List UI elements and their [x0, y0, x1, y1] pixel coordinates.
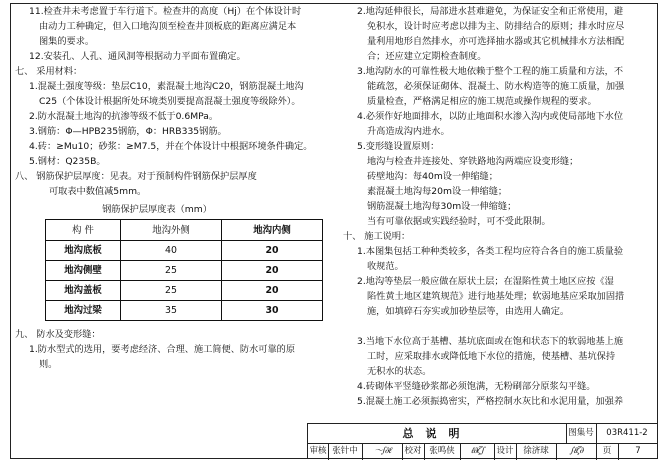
outer-side-cell: 35 — [121, 301, 222, 321]
text-line: 4.砖砌体平竖缝砂浆都必须饱满，无粉刷部分原浆勾平缝。 — [357, 381, 596, 392]
table-row — [46, 301, 323, 321]
text-line: 1.防水型式的选用，要考虑经济、合理、施工简便、防水可靠的原 — [29, 344, 296, 355]
review-label: 审核 — [308, 443, 329, 460]
design-label: 设计 — [494, 443, 517, 460]
cover-thickness-table — [45, 219, 323, 321]
text-line: 八、 钢筋保护层厚度：见表。对于预制构件钢筋保护层厚度 — [15, 171, 257, 182]
text-line: 4.必须作好地面排水，以防止地面积水渗入沟内或使局部地下水位 — [357, 111, 624, 122]
text-line: 2.地沟等垫层一般应做在原状土层；在湿陷性黄土地区应按《湿 — [357, 276, 614, 287]
checker-signature: ℓ∂ζ∫ — [460, 443, 495, 460]
text-line: 工时，应采取排水或降低地下水位的措施，使基槽、基坑保持 — [367, 351, 616, 362]
inner-side-cell: 20 — [222, 281, 323, 301]
inner-side-cell: 20 — [222, 241, 323, 261]
checker-name: 张鸣侠 — [424, 443, 461, 460]
text-line: 3.地沟防水的可靠性极大地依赖于整个工程的施工质量和方法，不 — [357, 66, 624, 77]
component-name-cell: 地沟过梁 — [46, 301, 121, 321]
left-text-block — [15, 4, 333, 199]
reviewer-signature: ～∫∂ℓ — [362, 443, 403, 460]
text-line: 3.钢筋：Φ—HPB235钢筋，Φ：HRB335钢筋。 — [29, 126, 227, 137]
text-line: 砖壁地沟：每40m设一伸缩缝； — [367, 171, 498, 182]
text-line: 陷性黄土地区建筑规范》进行地基处理；软弱地基应采取加固措 — [367, 291, 625, 302]
text-line: 图集的要求。 — [39, 36, 95, 47]
table-header-cell: 地沟外侧 — [121, 220, 222, 241]
text-line: 无积水的状态。 — [367, 366, 432, 377]
text-line: 收规范。 — [367, 261, 404, 272]
text-line: 七、 采用材料： — [15, 66, 83, 77]
text-line: 11.检查井未考虑置于车行道下。检查井的高度（Hj）在个体设计时 — [29, 6, 302, 17]
text-line: 2.防水混凝土地沟的抗渗等级不低于0.6MPa。 — [29, 111, 219, 122]
table-header-cell: 地沟内侧 — [222, 220, 323, 241]
text-line: 可取表中数值减5mm。 — [49, 186, 147, 197]
page-number: 7 — [635, 446, 641, 456]
text-line: 5.混凝土施工必须振捣密实，严格控制水灰比和水泥用量，加强养 — [357, 396, 624, 407]
text-line: 九、 防水及变形缝： — [15, 329, 101, 340]
table-row — [46, 281, 323, 301]
atlas-number-label: 图集号 — [566, 424, 597, 443]
inner-side-cell: 30 — [222, 301, 323, 321]
text-line: 能疏忽，必须保证砌体、混凝土、防水构造等的施工质量，加强 — [367, 81, 625, 92]
text-line: 质量检查，严格满足相应的施工规范或操作规程的要求。 — [367, 96, 597, 107]
drawing-title: 总说明 — [308, 424, 567, 443]
text-line: 十、 施工说明： — [343, 231, 411, 242]
table-row — [46, 241, 323, 261]
inner-side-cell: 20 — [222, 261, 323, 281]
text-line: 当有可靠依据或实践经验时，可不受此限制。 — [367, 216, 551, 227]
right-column — [343, 4, 655, 409]
text-line: 2.地沟延伸很长，局部进水甚难避免，为保证安全和正常使用，避 — [357, 6, 624, 17]
text-line: 3.当地下水位高于基槽、基坑底面或在饱和状态下的软弱地基上施 — [357, 336, 624, 347]
text-line: 12.安装孔、人孔、通风洞等根据动力平面布置确定。 — [29, 51, 246, 62]
text-line: 1.本图集包括工种种类较多，各类工程均应符合各自的施工质量验 — [357, 246, 624, 257]
table-row — [46, 261, 323, 281]
designer-signature: ∫ℓζ∂ — [556, 443, 597, 460]
page-label: 页 — [596, 443, 619, 460]
text-line: 4.砖：≥Mu10；砂浆：≥M7.5，并在个体设计中根据环境条件确定。 — [29, 141, 313, 152]
text-line: 1.混凝土强度等级：垫层C10，素混凝土地沟C20，钢筋混凝土地沟 — [29, 81, 304, 92]
text-line: 由动力工种确定，但入口地沟顶至检查井顶板底的距离应满足本 — [39, 21, 297, 32]
text-line: 免积水，设计时应考虑以排为主、防排结合的原则；排水时应尽 — [367, 21, 625, 32]
title-block — [307, 423, 658, 459]
drawing-frame — [10, 3, 658, 459]
table-header-cell: 构 件 — [46, 220, 121, 241]
text-line: 升高造成沟内进水。 — [367, 126, 450, 137]
text-line: 5.变形缝设置原则： — [357, 141, 440, 152]
text-line: 地沟与检查井连接处、穿铁路地沟两端应设变形缝； — [367, 156, 579, 167]
designer-name: 徐济球 — [516, 443, 557, 460]
text-line: 合；还应建立定期检查制度。 — [367, 51, 487, 62]
right-text-block — [343, 4, 655, 409]
component-name-cell: 地沟盖板 — [46, 281, 121, 301]
left-text-block-2 — [15, 327, 333, 372]
left-column — [15, 4, 333, 372]
text-line: 施，如填碎石夯实或加砂垫层等，由选用人确定。 — [367, 306, 570, 317]
text-line: C25（个体设计根据所处环境类别要提高混凝土强度等级除外）。 — [39, 96, 301, 107]
text-line: 量利用地形自然排水，亦可选择抽水器或其它机械排水方法相配 — [367, 36, 625, 47]
atlas-number: 03R411-2 — [606, 428, 648, 438]
text-line: 素混凝土地沟每20m设一伸缩缝； — [367, 186, 508, 197]
table-title: 钢筋保护层厚度表（mm） — [102, 204, 212, 215]
check-label: 校对 — [402, 443, 425, 460]
outer-side-cell: 25 — [121, 281, 222, 301]
outer-side-cell: 25 — [121, 261, 222, 281]
text-line: 5.钢材：Q235B。 — [29, 156, 106, 167]
component-name-cell: 地沟侧壁 — [46, 261, 121, 281]
outer-side-cell: 40 — [121, 241, 222, 261]
table-header-row — [46, 220, 323, 241]
text-line: 钢筋混凝土地沟每30m设一伸缩缝； — [367, 201, 517, 212]
title-block-row — [308, 443, 658, 460]
component-name-cell: 地沟底板 — [46, 241, 121, 261]
text-line: 则。 — [39, 359, 58, 370]
title-block-row — [308, 424, 658, 444]
reviewer-name: 张针中 — [328, 443, 363, 460]
text-line — [343, 319, 655, 334]
